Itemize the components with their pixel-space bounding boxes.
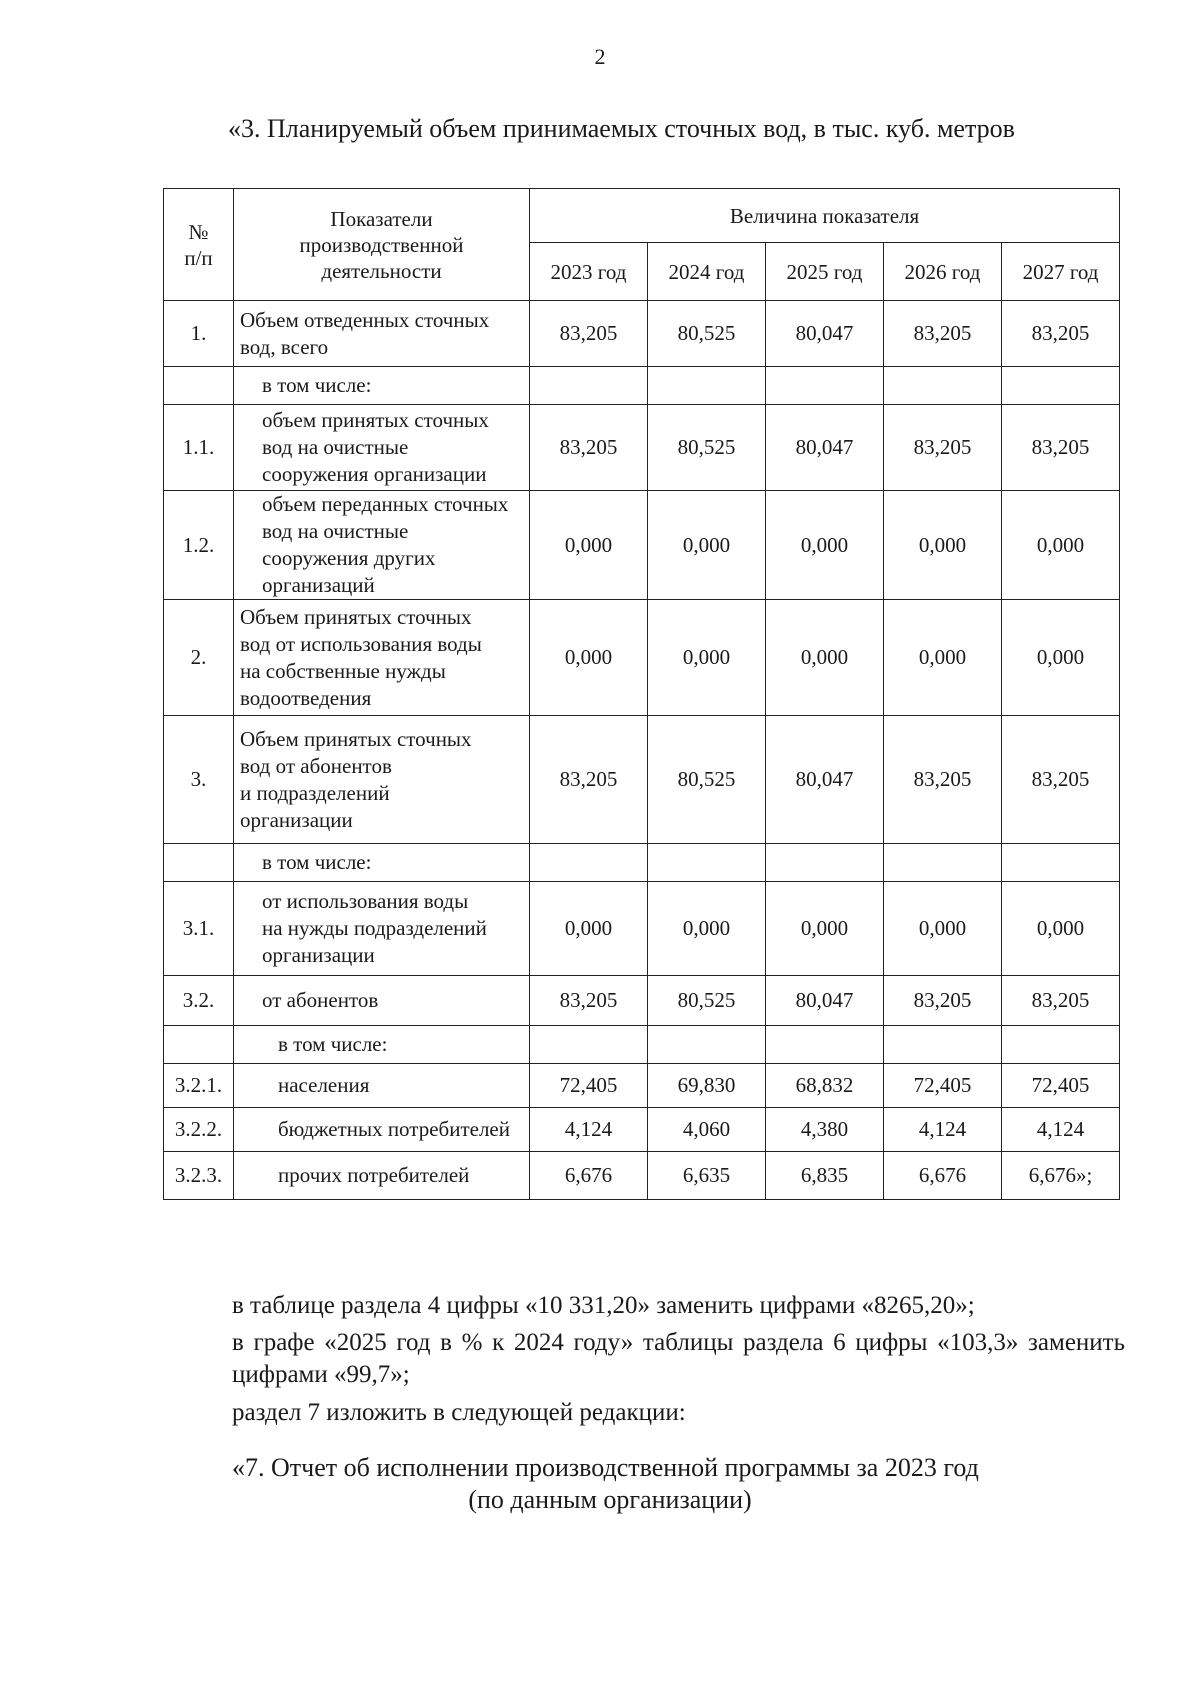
- row-value: 83,205: [530, 716, 648, 844]
- table-row: [164, 1064, 1120, 1108]
- row-indicator: бюджетных потребителей: [234, 1108, 530, 1152]
- page-number: 2: [594, 44, 606, 69]
- row-number: [164, 844, 234, 882]
- row-indicator: Объем отведенных сточных вод, всего: [234, 301, 530, 367]
- row-value: 72,405: [884, 1064, 1002, 1108]
- table-row: [164, 1152, 1120, 1200]
- row-value: 6,676»;: [1002, 1152, 1120, 1200]
- table-row: [164, 491, 1120, 600]
- table-row: [164, 716, 1120, 844]
- row-value: 83,205: [884, 405, 1002, 491]
- row-value: [1002, 844, 1120, 882]
- row-number: 3.1.: [164, 882, 234, 976]
- row-indicator: в том числе:: [234, 844, 530, 882]
- row-value: 83,205: [1002, 976, 1120, 1026]
- row-value: 4,380: [766, 1108, 884, 1152]
- row-value: [530, 844, 648, 882]
- row-value: 0,000: [1002, 882, 1120, 976]
- row-value: 0,000: [766, 491, 884, 600]
- row-indicator: Объем принятых сточных вод от абонентов и подразделений организации: [234, 716, 530, 844]
- header-year: 2023 год: [530, 243, 648, 301]
- row-value: [530, 367, 648, 405]
- row-value: 69,830: [648, 1064, 766, 1108]
- row-value: 0,000: [1002, 491, 1120, 600]
- row-value: [766, 367, 884, 405]
- row-value: 4,124: [530, 1108, 648, 1152]
- row-value: 6,635: [648, 1152, 766, 1200]
- row-value: 80,047: [766, 716, 884, 844]
- row-indicator: Объем принятых сточных вод от использования воды на собственные нужды водоотведения: [234, 600, 530, 716]
- row-value: 83,205: [1002, 716, 1120, 844]
- row-indicator: в том числе:: [234, 367, 530, 405]
- row-value: 83,205: [530, 976, 648, 1026]
- section-title: «3. Планируемый объем принимаемых сточных вод, в тыс. куб. метров: [228, 114, 1015, 143]
- table-row: [164, 844, 1120, 882]
- row-value: [766, 844, 884, 882]
- row-value: 83,205: [1002, 405, 1120, 491]
- row-value: 0,000: [530, 882, 648, 976]
- table-row: [164, 405, 1120, 491]
- row-value: 4,124: [1002, 1108, 1120, 1152]
- row-indicator: от использования воды на нужды подразделений организации: [234, 882, 530, 976]
- table-row: [164, 976, 1120, 1026]
- header-year: 2025 год: [766, 243, 884, 301]
- row-value: [884, 844, 1002, 882]
- row-indicator: от абонентов: [234, 976, 530, 1026]
- row-value: [648, 844, 766, 882]
- row-indicator: в том числе:: [234, 1026, 530, 1064]
- row-value: 0,000: [766, 600, 884, 716]
- table-row: [164, 367, 1120, 405]
- table-row: [164, 1026, 1120, 1064]
- row-value: 0,000: [884, 882, 1002, 976]
- report-title: [0, 1452, 1200, 1516]
- header-value-group: Величина показателя: [530, 189, 1120, 243]
- row-value: 83,205: [530, 405, 648, 491]
- row-value: 4,124: [884, 1108, 1002, 1152]
- paragraph-section-4: в таблице раздела 4 цифры «10 331,20» заменить цифрами «8265,20»;: [232, 1292, 975, 1319]
- row-number: [164, 1026, 234, 1064]
- row-indicator: объем принятых сточных вод на очистные сооружения организации: [234, 405, 530, 491]
- row-number: [164, 367, 234, 405]
- row-value: 80,525: [648, 405, 766, 491]
- row-value: 68,832: [766, 1064, 884, 1108]
- row-value: [1002, 1026, 1120, 1064]
- production-indicators-table: [163, 188, 1120, 1200]
- row-value: 83,205: [1002, 301, 1120, 367]
- row-number: 3.2.1.: [164, 1064, 234, 1108]
- row-value: 0,000: [648, 882, 766, 976]
- row-value: 83,205: [884, 976, 1002, 1026]
- paragraph-section-7: раздел 7 изложить в следующей редакции:: [232, 1399, 686, 1426]
- row-value: 83,205: [530, 301, 648, 367]
- row-value: 0,000: [1002, 600, 1120, 716]
- row-value: 0,000: [648, 600, 766, 716]
- row-value: 83,205: [884, 301, 1002, 367]
- row-value: 0,000: [766, 882, 884, 976]
- report-title-line1: «7. Отчет об исполнении производственной программы за 2023 год: [232, 1453, 979, 1482]
- row-value: 0,000: [884, 600, 1002, 716]
- table-row: [164, 600, 1120, 716]
- row-value: [884, 367, 1002, 405]
- row-value: 6,676: [884, 1152, 1002, 1200]
- row-value: [766, 1026, 884, 1064]
- row-value: 72,405: [530, 1064, 648, 1108]
- row-indicator: объем переданных сточных вод на очистные сооружения других организаций: [234, 491, 530, 600]
- row-value: 80,047: [766, 405, 884, 491]
- row-value: 80,525: [648, 976, 766, 1026]
- header-num: № п/п: [164, 189, 234, 301]
- row-value: 0,000: [530, 491, 648, 600]
- row-number: 1.: [164, 301, 234, 367]
- row-value: 80,525: [648, 301, 766, 367]
- header-year: 2026 год: [884, 243, 1002, 301]
- row-value: [648, 367, 766, 405]
- header-year: 2024 год: [648, 243, 766, 301]
- row-value: 6,676: [530, 1152, 648, 1200]
- row-value: 0,000: [530, 600, 648, 716]
- row-number: 3.2.2.: [164, 1108, 234, 1152]
- row-value: 0,000: [884, 491, 1002, 600]
- row-number: 3.2.3.: [164, 1152, 234, 1200]
- header-year: 2027 год: [1002, 243, 1120, 301]
- row-indicator: прочих потребителей: [234, 1152, 530, 1200]
- row-value: 4,060: [648, 1108, 766, 1152]
- row-value: [1002, 367, 1120, 405]
- row-value: 80,047: [766, 976, 884, 1026]
- row-value: 83,205: [884, 716, 1002, 844]
- row-number: 3.: [164, 716, 234, 844]
- row-value: 72,405: [1002, 1064, 1120, 1108]
- row-number: 1.1.: [164, 405, 234, 491]
- row-number: 1.2.: [164, 491, 234, 600]
- row-number: 3.2.: [164, 976, 234, 1026]
- row-value: 6,835: [766, 1152, 884, 1200]
- table-row: [164, 1108, 1120, 1152]
- table-row: [164, 882, 1120, 976]
- table-row: [164, 301, 1120, 367]
- row-number: 2.: [164, 600, 234, 716]
- row-value: 80,047: [766, 301, 884, 367]
- header-indicator: Показатели производственной деятельности: [234, 189, 530, 301]
- row-value: [648, 1026, 766, 1064]
- row-value: 80,525: [648, 716, 766, 844]
- row-value: [884, 1026, 1002, 1064]
- row-value: [530, 1026, 648, 1064]
- report-title-line2: (по данным организации): [468, 1485, 752, 1514]
- row-value: 0,000: [648, 491, 766, 600]
- row-indicator: населения: [234, 1064, 530, 1108]
- paragraph-section-6: в графе «2025 год в % к 2024 году» таблицы раздела 6 цифры «103,3» заменить цифрами «99,7»;: [232, 1329, 1125, 1388]
